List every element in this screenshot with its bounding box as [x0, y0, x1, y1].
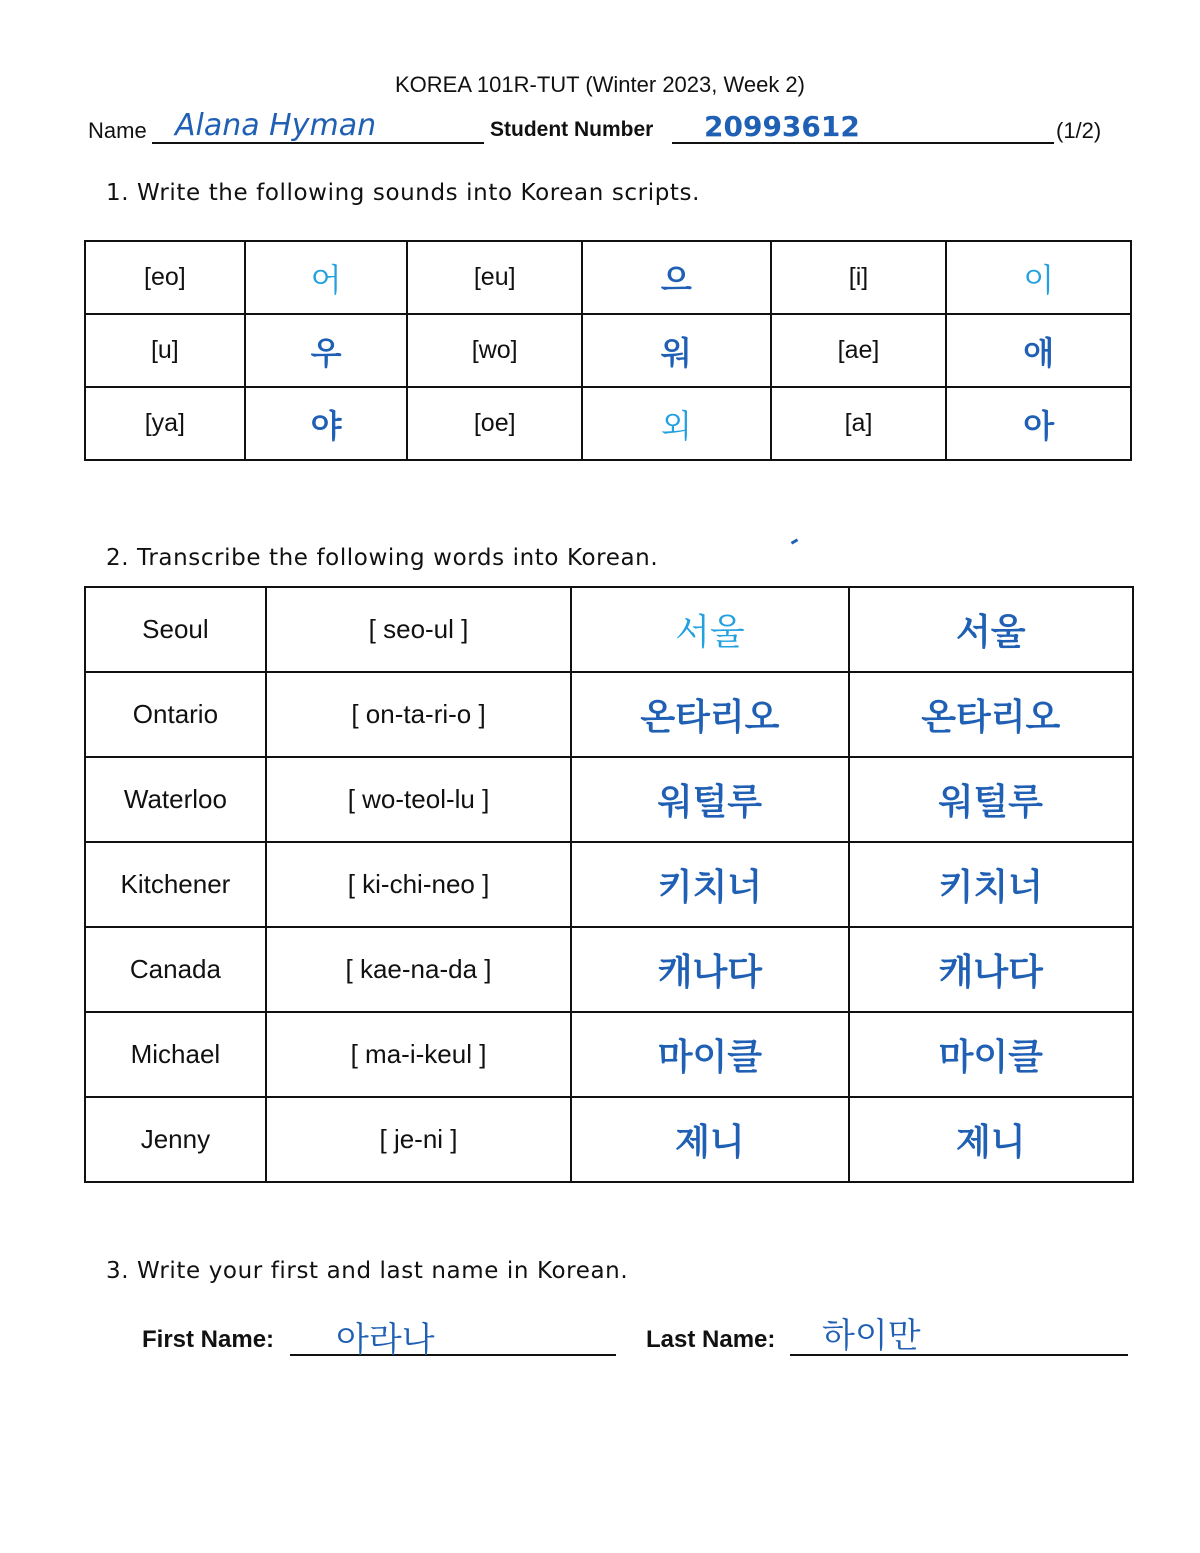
first-name-value[interactable]: 아라나	[336, 1320, 435, 1360]
answer-2-cell[interactable]: 마이클	[849, 1012, 1133, 1097]
word-row	[85, 927, 1133, 1012]
first-name-label: First Name:	[142, 1326, 275, 1353]
student-number-value[interactable]: 20993612	[704, 110, 860, 143]
sound-answer-cell[interactable]: 어	[245, 241, 408, 314]
word-row	[85, 1097, 1133, 1182]
name-label: Name	[88, 118, 147, 143]
sound-answer-cell[interactable]: 이	[946, 241, 1131, 314]
sound-cell: [a]	[771, 387, 947, 460]
romanization-cell: [ ma-i-keul ]	[266, 1012, 571, 1097]
sound-answer-cell[interactable]: 애	[946, 314, 1131, 387]
sounds-row	[85, 314, 1131, 387]
words-table	[84, 586, 1134, 1183]
answer-2-cell[interactable]: 제니	[849, 1097, 1133, 1182]
sound-answer-cell[interactable]: 아	[946, 387, 1131, 460]
answer-2-cell[interactable]: 캐나다	[849, 927, 1133, 1012]
sound-answer-cell[interactable]: 으	[582, 241, 771, 314]
word-cell: Ontario	[85, 672, 266, 757]
word-row	[85, 587, 1133, 672]
romanization-cell: [ wo-teol-lu ]	[266, 757, 571, 842]
sound-cell: [u]	[85, 314, 245, 387]
sound-cell: [i]	[771, 241, 947, 314]
answer-1-cell[interactable]: 캐나다	[571, 927, 848, 1012]
word-cell: Kitchener	[85, 842, 266, 927]
answer-1-cell[interactable]: 서울	[571, 587, 848, 672]
answer-1-cell[interactable]: 키치너	[571, 842, 848, 927]
sound-cell: [ya]	[85, 387, 245, 460]
word-row	[85, 842, 1133, 927]
word-cell: Jenny	[85, 1097, 266, 1182]
sound-cell: [eu]	[407, 241, 582, 314]
answer-1-cell[interactable]: 온타리오	[571, 672, 848, 757]
answer-1-cell[interactable]: 워털루	[571, 757, 848, 842]
worksheet-title: KOREA 101R-TUT (Winter 2023, Week 2)	[395, 72, 805, 97]
page-indicator: (1/2)	[1056, 118, 1102, 143]
answer-1-cell[interactable]: 제니	[571, 1097, 848, 1182]
word-row	[85, 1012, 1133, 1097]
word-cell: Seoul	[85, 587, 266, 672]
question-3-prompt: 3. Write your first and last name in Korean.	[106, 1258, 629, 1284]
romanization-cell: [ on-ta-ri-o ]	[266, 672, 571, 757]
answer-2-cell[interactable]: 온타리오	[849, 672, 1133, 757]
word-row	[85, 757, 1133, 842]
answer-1-cell[interactable]: 마이클	[571, 1012, 848, 1097]
sound-answer-cell[interactable]: 우	[245, 314, 408, 387]
sound-answer-cell[interactable]: 워	[582, 314, 771, 387]
romanization-cell: [ ki-chi-neo ]	[266, 842, 571, 927]
sounds-row	[85, 387, 1131, 460]
sounds-table	[84, 240, 1132, 461]
word-cell: Waterloo	[85, 757, 266, 842]
pen-mark	[791, 538, 799, 544]
answer-2-cell[interactable]: 키치너	[849, 842, 1133, 927]
word-cell: Canada	[85, 927, 266, 1012]
last-name-label: Last Name:	[646, 1326, 776, 1353]
name-value[interactable]: Alana Hyman	[175, 108, 377, 143]
sound-answer-cell[interactable]: 외	[582, 387, 771, 460]
romanization-cell: [ je-ni ]	[266, 1097, 571, 1182]
student-number-label: Student Number	[490, 118, 654, 141]
sounds-row	[85, 241, 1131, 314]
question-1-prompt: 1. Write the following sounds into Korean scripts.	[106, 180, 701, 206]
sound-cell: [eo]	[85, 241, 245, 314]
romanization-cell: [ kae-na-da ]	[266, 927, 571, 1012]
last-name-value[interactable]: 하이만	[822, 1316, 921, 1356]
word-row	[85, 672, 1133, 757]
question-2-prompt: 2. Transcribe the following words into Korean.	[106, 545, 659, 571]
sound-cell: [oe]	[407, 387, 582, 460]
romanization-cell: [ seo-ul ]	[266, 587, 571, 672]
sound-cell: [ae]	[771, 314, 947, 387]
sound-answer-cell[interactable]: 야	[245, 387, 408, 460]
answer-2-cell[interactable]: 워털루	[849, 757, 1133, 842]
sound-cell: [wo]	[407, 314, 582, 387]
answer-2-cell[interactable]: 서울	[849, 587, 1133, 672]
word-cell: Michael	[85, 1012, 266, 1097]
